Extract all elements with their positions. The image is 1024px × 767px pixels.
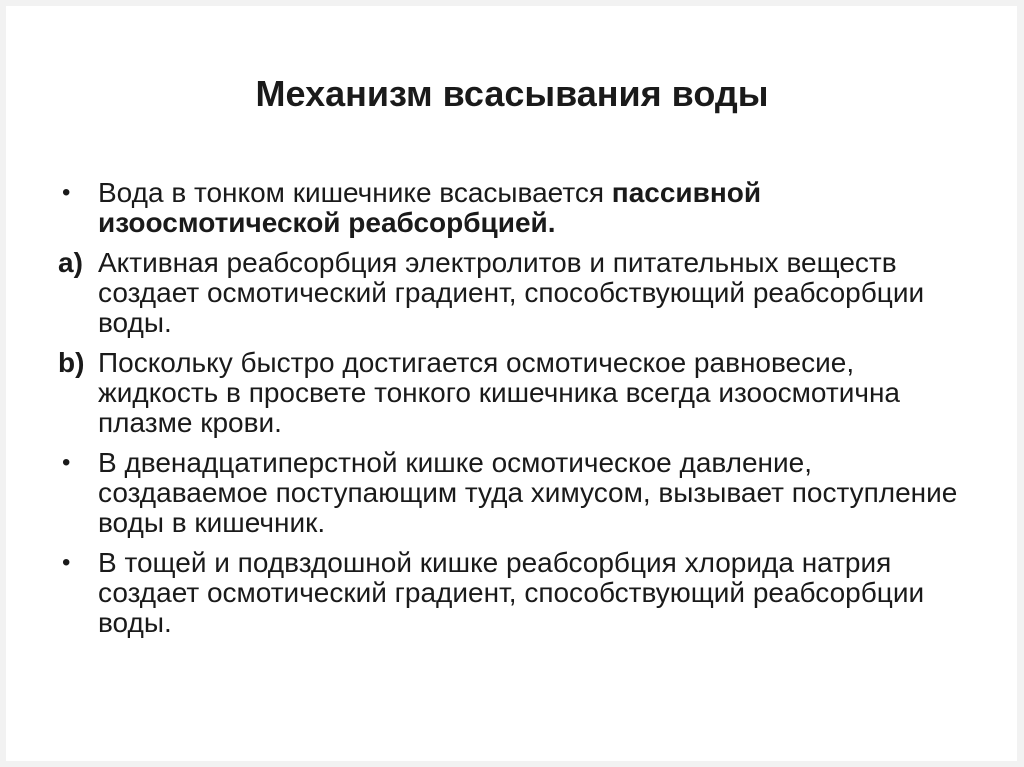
content-list (58, 178, 978, 648)
item-text: В тощей и подвздошной кишке реабсорбция хлорида натрия создает осмотический градиент, способствующий реабсорбции воды. (98, 547, 925, 638)
list-item-b (58, 348, 978, 438)
bullet-marker: • (62, 449, 71, 476)
letter-marker-b: b) (58, 347, 85, 378)
item-text: Поскольку быстро достигается осмотическое равновесие, жидкость в просвете тонкого кишечника всегда изоосмотична плазме крови. (98, 347, 900, 438)
bullet-marker: • (62, 179, 71, 206)
list-item-jejunum-ileum (58, 548, 978, 638)
item-bold-text: пассивной изоосмотической реабсорбцией. (98, 177, 762, 238)
item-text: В двенадцатиперстной кишке осмотическое давление, создаваемое поступающим туда химусом, вызывает поступление воды в кишечник. (98, 447, 958, 538)
list-item-duodenum (58, 448, 978, 538)
letter-marker-a: a) (58, 247, 83, 278)
list-item-water-absorption (58, 178, 978, 238)
item-text: Вода в тонком кишечнике всасывается (98, 177, 612, 208)
bullet-marker: • (62, 549, 71, 576)
slide-title: Механизм всасывания воды (255, 73, 769, 114)
item-text: Активная реабсорбция электролитов и питательных веществ создает осмотический градиент, способствующий реабсорбции воды. (98, 247, 925, 338)
list-item-a (58, 248, 978, 338)
